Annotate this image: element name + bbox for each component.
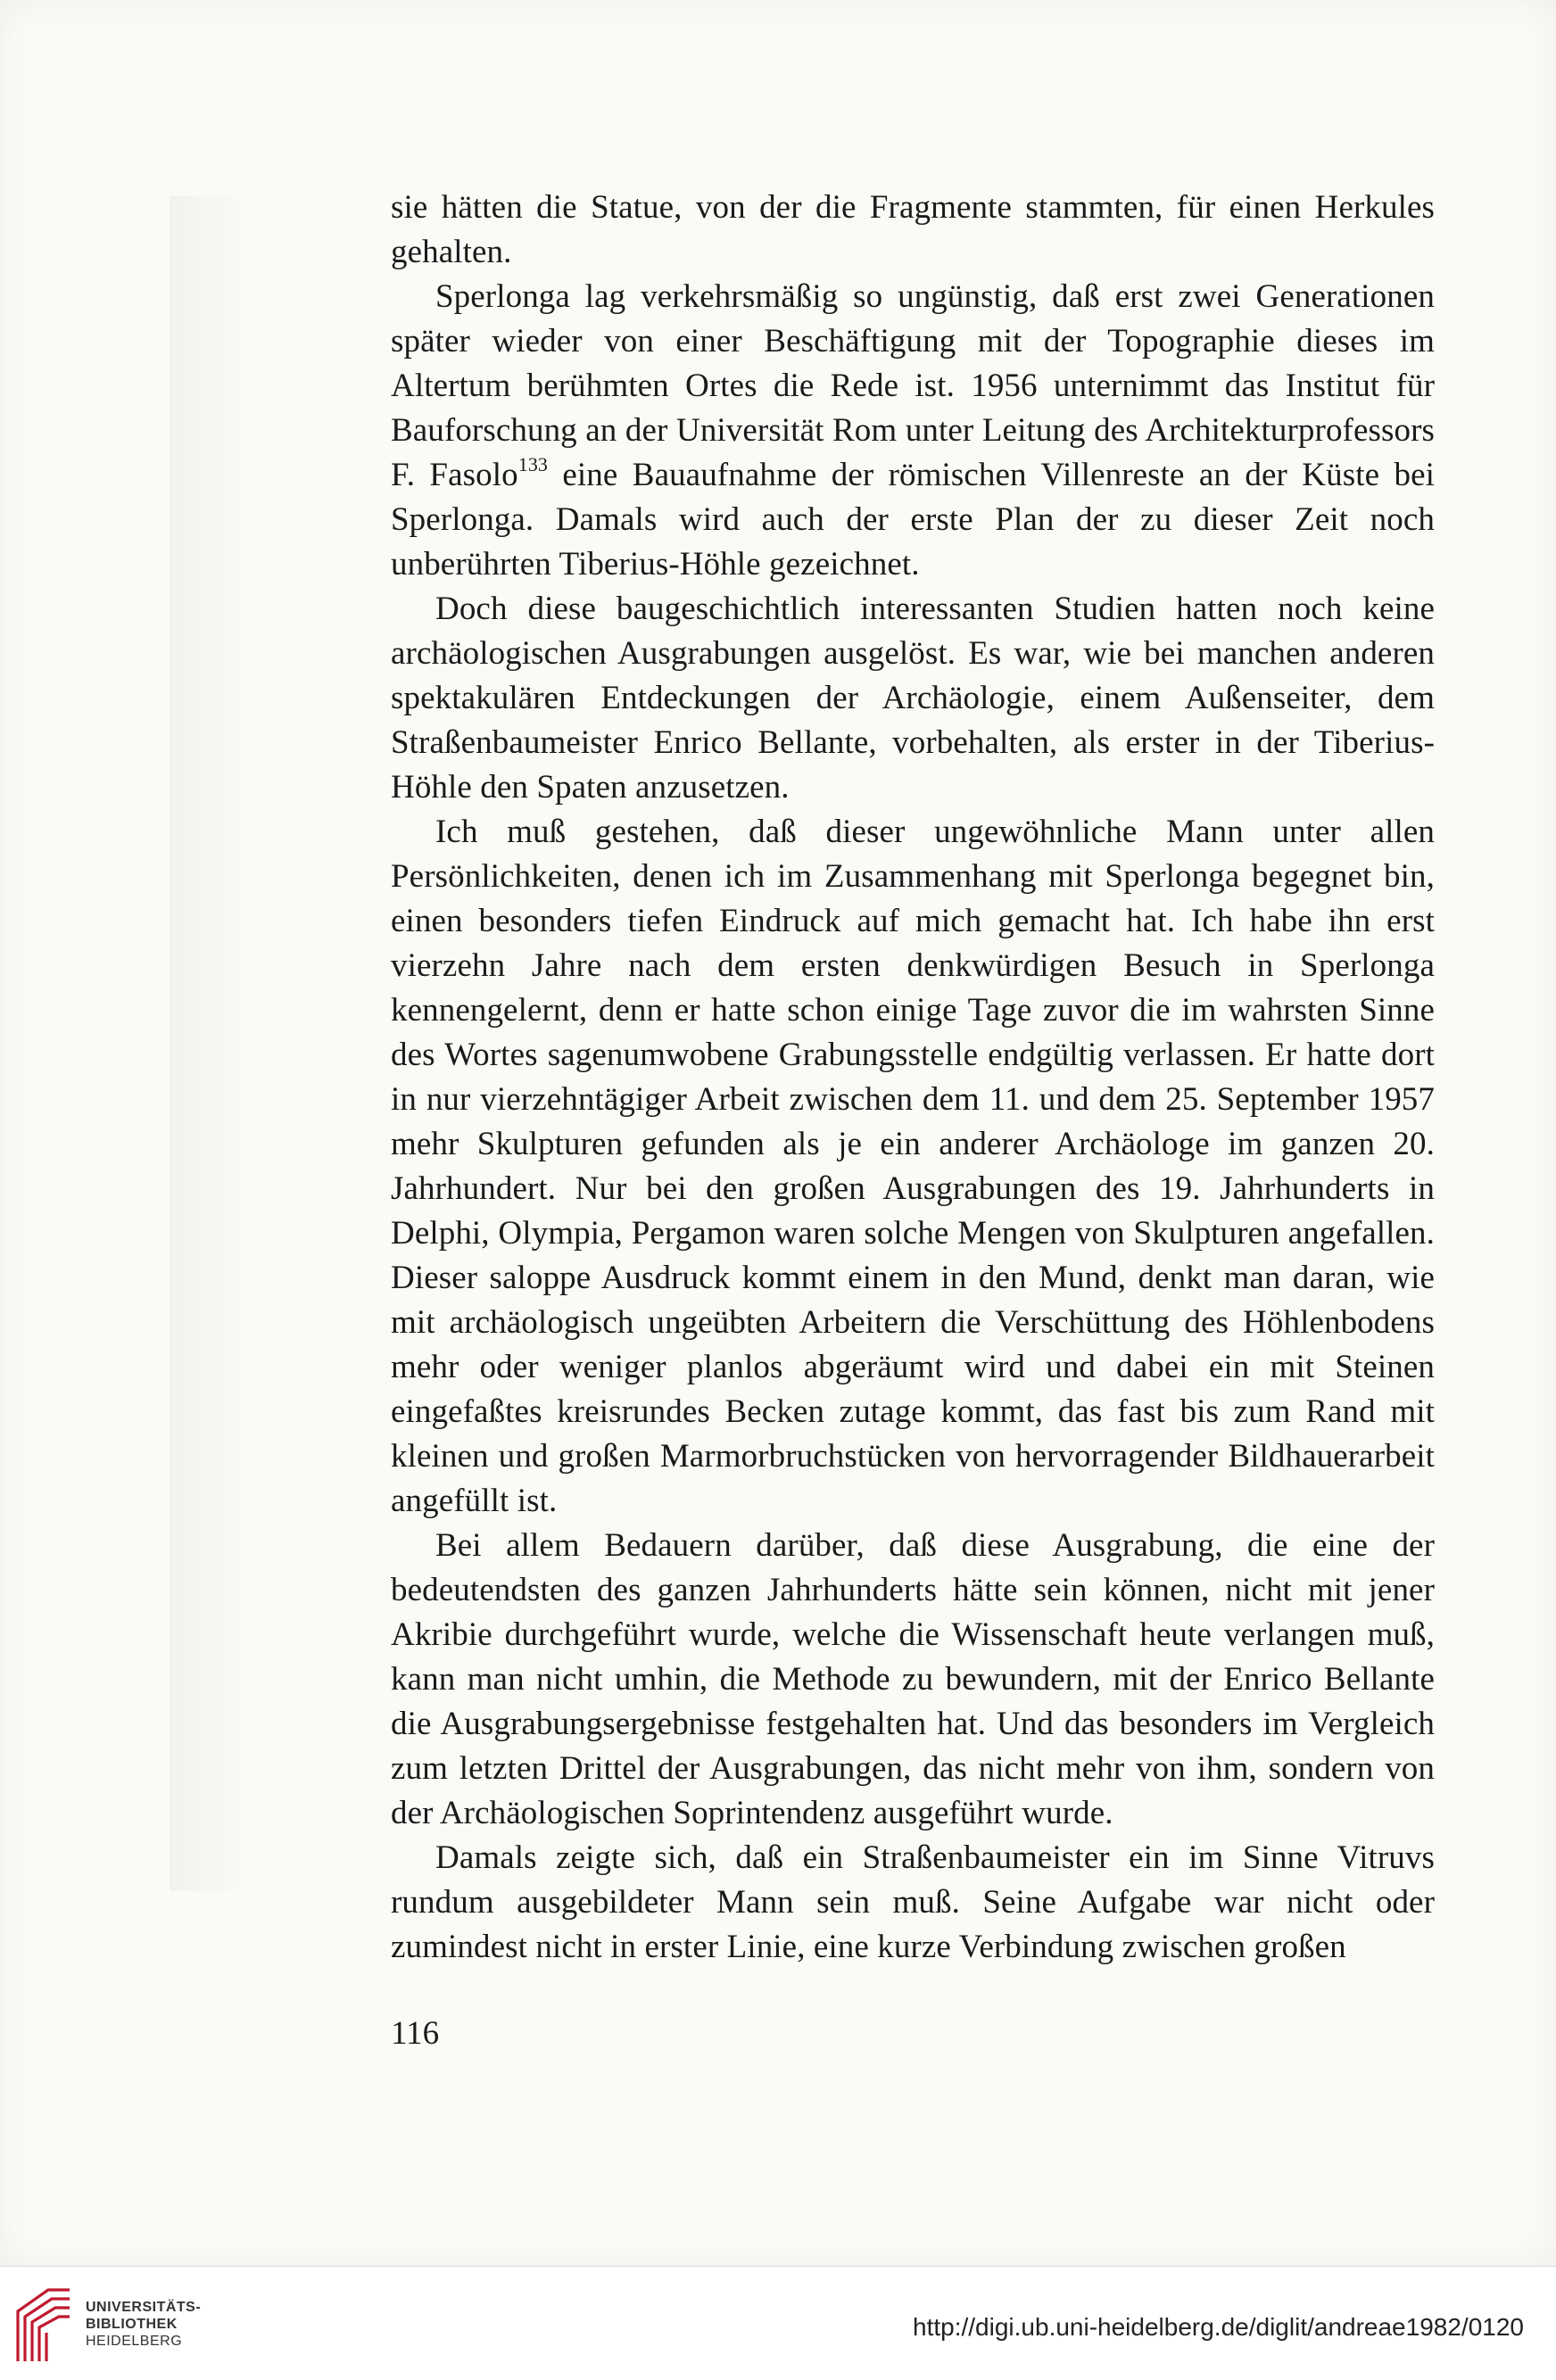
paragraph-1: sie hätten die Statue, von der die Fragmente stammten, für einen Herkules gehalten. bbox=[391, 189, 1435, 270]
paragraph-6: Damals zeigte sich, daß ein Straßenbaumeister ein im Sinne Vitruvs rundum ausgebildeter Mann sein muß. Seine Aufgabe war nicht oder zumindest nicht in erster Linie, eine kurze Verbindung zwischen großen bbox=[391, 1839, 1435, 1965]
library-footer bbox=[0, 2266, 1556, 2380]
paragraph-4: Ich muß gestehen, daß dieser ungewöhnliche Mann unter allen Persönlichkeiten, denen ich im Zusammenhang mit Sperlonga begegnet bin, einen besonders tiefen Eindruck auf mich gemacht hat. Ich habe ihn erst vierzehn Jahre nach dem ersten denkwürdigen Besuch in Sperlonga kennengelernt, denn er hatte schon einige Tage zuvor die im wahrsten Sinne des Wortes sagenumwobene Grabungsstelle endgültig verlassen. Er hatte dort in nur vierzehntägiger Arbeit zwischen dem 11. und dem 25. September 1957 mehr Skulpturen gefunden als je ein anderer Archäologe im ganzen 20. Jahrhundert. Nur bei den großen Ausgrabungen des 19. Jahrhunderts in Delphi, Olympia, Pergamon waren solche Mengen von Skulpturen angefallen. Dieser saloppe Ausdruck kommt einem in den Mund, denkt man daran, wie mit archäologisch ungeübten Arbeitern die Verschüttung des Höhlenbodens mehr oder weniger planlos abgeräumt wird und dabei ein mit Steinen eingefaßtes kreisrundes Becken zutage kommt, das fast bis zum Rand mit kleinen und großen Marmorbruchstücken von hervorragender Bildhauerarbeit angefüllt ist. bbox=[391, 814, 1435, 1519]
paragraph-2-part-1: Sperlonga lag verkehrsmäßig so ungünstig, daß erst zwei Generationen später wieder von einer Beschäftigung mit der Topographie dieses im Altertum berühmten Ortes die Rede ist. 1956 unternimmt das Institut für Bauforschung an der Universität Rom unter Leitung des Architekturprofessors F. Fasolo bbox=[391, 278, 1435, 493]
library-name-line-3: HEIDELBERG bbox=[86, 2334, 183, 2349]
paragraph-5: Bei allem Bedauern darüber, daß diese Ausgrabung, die eine der bedeutendsten des ganzen Jahrhunderts hätte sein können, nicht mit jener Akribie durchgeführt wurde, welche die Wissenschaft heute verlangen muß, kann man nicht umhin, die Methode zu bewundern, mit der Enrico Bellante die Ausgrabungsergebnisse festgehalten hat. Und das besonders im Vergleich zum letzten Drittel der Ausgrabungen, das nicht mehr von ihm, sondern von der Archäologischen Soprintendenz ausgeführt wurde. bbox=[391, 1527, 1435, 1831]
footnote-reference: 133 bbox=[517, 453, 549, 475]
library-name-line-1: UNIVERSITÄTS- bbox=[86, 2300, 202, 2315]
paragraph-2 bbox=[391, 275, 1435, 587]
library-logo-icon bbox=[12, 2285, 75, 2365]
gutter-shadow bbox=[170, 196, 250, 1891]
permalink-url[interactable]: http://digi.ub.uni-heidelberg.de/diglit/andreae1982/0120 bbox=[913, 2313, 1524, 2341]
paragraph-3: Doch diese baugeschichtlich interessanten Studien hatten noch keine archäologischen Ausgrabungen ausgelöst. Es war, wie bei manchen anderen spektakulären Entdeckungen der Archäologie, einem Außenseiter, dem Straßenbaumeister Enrico Bellante, vorbehalten, als erster in der Tiberius-Höhle den Spaten anzusetzen. bbox=[391, 591, 1435, 806]
body-text bbox=[391, 186, 1435, 1970]
paragraph-2-part-2: eine Bauaufnahme der römischen Villenreste an der Küste bei Sperlonga. Damals wird auch der erste Plan der zu dieser Zeit noch unberührten Tiberius-Höhle gezeichnet. bbox=[391, 457, 1435, 583]
library-name-line-2: BIBLIOTHEK bbox=[86, 2317, 178, 2332]
page-number: 116 bbox=[391, 2015, 440, 2052]
library-name bbox=[86, 2299, 201, 2350]
